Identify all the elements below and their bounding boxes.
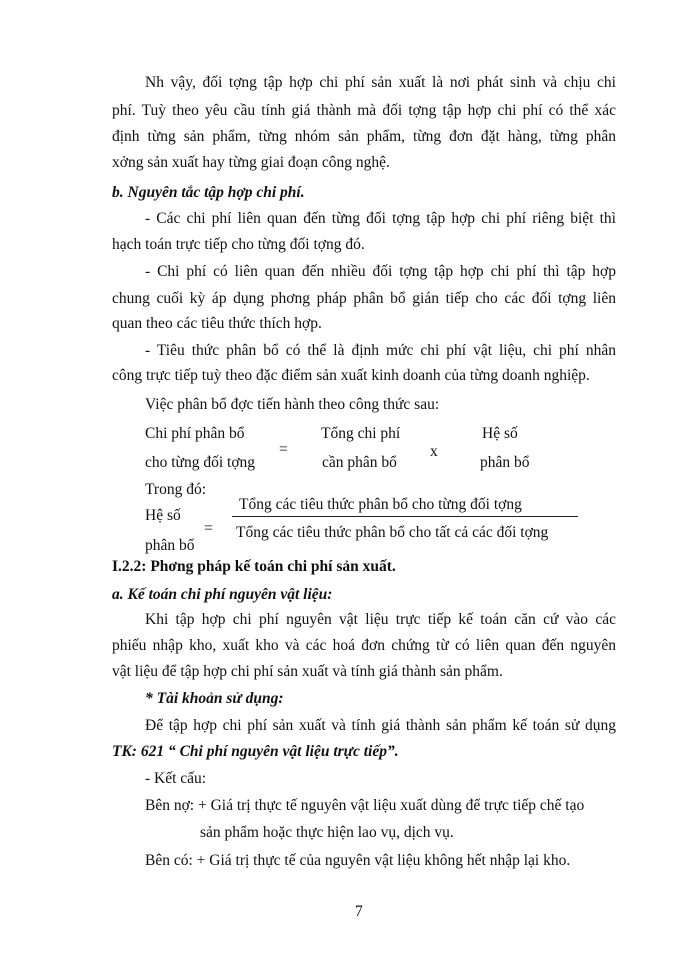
para7: Để tập hợp chi phí sản xuất và tính giá thành sản phẩm kế toán sử dụng <box>145 717 616 734</box>
para6-line3: vật liệu để tập hợp chi phí sản xuất và tính giá thành sản phẩm. <box>112 663 503 680</box>
heading-b: b. Nguyên tắc tập hợp chi phí. <box>112 184 305 201</box>
para5: Việc phân bổ đợc tiến hành theo công thức sau: <box>145 396 440 413</box>
formula1-equals: = <box>279 441 288 458</box>
para1-line1: Nh vậy, đối tợng tập hợp chi phí sản xuất là nơi phát sinh và chịu chi <box>145 74 616 91</box>
formula1-left-line1: Chi phí phân bổ <box>145 425 245 442</box>
tk621-line: TK: 621 “ Chi phí nguyên vật liệu trực tiếp”. <box>112 743 399 760</box>
formula1-times: x <box>430 443 438 460</box>
para3-line1: - Chi phí có liên quan đến nhiều đối tợng tập hợp chi phí thì tập hợp <box>145 263 616 280</box>
para4-line1: - Tiêu thức phân bổ có thể là định mức chi phí vật liệu, chi phí nhân <box>145 342 616 359</box>
formula2-left-line1: Hệ số <box>145 507 181 524</box>
ket-cau: - Kết cấu: <box>145 770 207 787</box>
para6-line1: Khi tập hợp chi phí nguyên vật liệu trực tiếp kế toán căn cứ vào các <box>145 611 616 628</box>
ben-no-line1: Bên nợ: + Giá trị thực tế nguyên vật liệu xuất dùng để trực tiếp chế tạo <box>145 797 585 814</box>
formula2-numerator: Tổng các tiêu thức phân bổ cho từng đối tợng <box>239 496 522 513</box>
formula1-left-line2: cho từng đối tợng <box>145 454 256 471</box>
formula2-left-line2: phân bổ <box>145 537 195 554</box>
para2-line2: hạch toán trực tiếp cho từng đối tợng đó. <box>112 236 365 253</box>
ben-no-line2: sản phẩm hoặc thực hiện lao vụ, dịch vụ. <box>200 824 454 841</box>
trong-do: Trong đó: <box>145 481 207 498</box>
ben-co-line: Bên có: + Giá trị thực tế của nguyên vật liệu không hết nhập lại kho. <box>145 852 571 869</box>
para1-line4: xởng sản xuất hay từng giai đoạn công nghệ. <box>112 154 390 171</box>
fraction-bar <box>232 516 578 517</box>
para3-line2: chung cuối kỳ áp dụng phơng pháp phân bổ gián tiếp cho các đối tợng liên <box>112 290 616 307</box>
formula2-denominator: Tổng các tiêu thức phân bổ cho tất cả các đối tợng <box>236 524 549 541</box>
para3-line3: quan theo các tiêu thức thích hợp. <box>112 315 322 332</box>
formula1-mid-line2: cần phân bổ <box>322 454 397 471</box>
formula2-equals: = <box>204 520 213 537</box>
para1-line2: phí. Tuỳ theo yêu cầu tính giá thành mà đối tợng tập hợp chi phí có thể xác <box>112 102 616 119</box>
para2-line1: - Các chi phí liên quan đến từng đối tợng tập hợp chi phí riêng biệt thì <box>145 210 616 227</box>
formula1-right-line2: phân bổ <box>480 454 530 471</box>
heading-a: a. Kế toán chi phí nguyên vật liệu: <box>112 586 333 603</box>
page-number: 7 <box>355 903 363 920</box>
formula1-mid-line1: Tổng chi phí <box>321 425 401 442</box>
para1-line3: định từng sản phẩm, từng nhóm sản phẩm, từng đơn đặt hàng, từng phân <box>112 128 616 145</box>
para6-line2: phiếu nhập kho, xuất kho và các hoá đơn chứng từ có liên quan đến nguyên <box>112 637 616 654</box>
formula1-right-line1: Hệ số <box>482 425 518 442</box>
tai-khoan-heading: * Tài khoản sử dụng: <box>145 690 284 707</box>
heading-i22: I.2.2: Phơng pháp kế toán chi phí sản xuất. <box>112 558 396 575</box>
para4-line2: công trực tiếp tuỳ theo đặc điểm sản xuất kinh doanh của từng doanh nghiệp. <box>112 367 590 384</box>
